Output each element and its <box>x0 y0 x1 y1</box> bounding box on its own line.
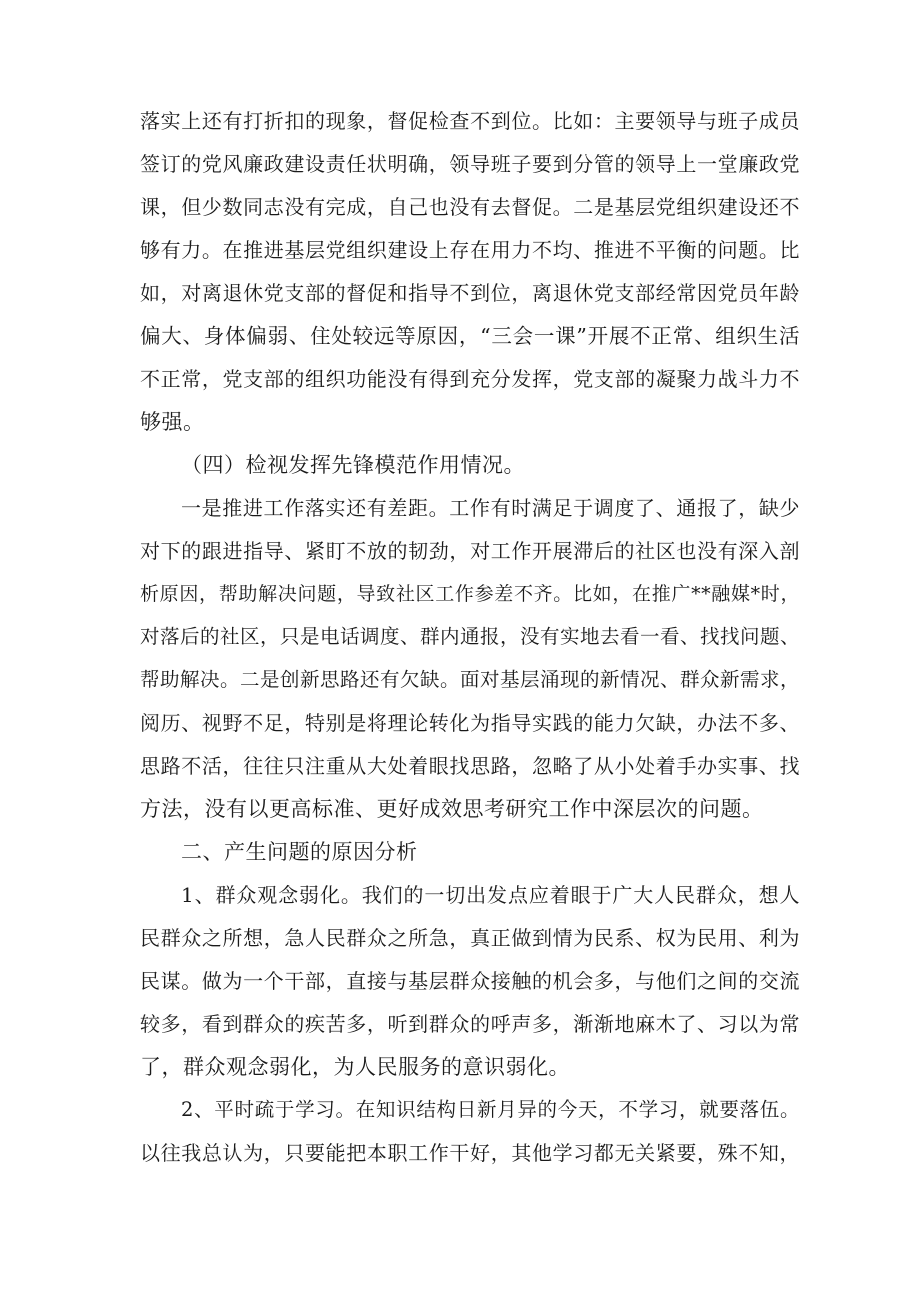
text-line-17: 方法，没有以更高标准、更好成效思考研究工作中深层次的问题。 <box>140 797 764 821</box>
text-line-7: 不正常，党支部的组织功能没有得到充分发挥，党支部的凝聚力战斗力不 <box>140 367 800 391</box>
text-line-1: 落实上还有打折扣的现象，督促检查不到位。比如：主要领导与班子成员 <box>140 109 800 133</box>
text-line-16: 思路不活，往往只注重从大处着眼找思路，忽略了从小处着手办实事、找 <box>140 754 800 778</box>
text-line-23: 了，群众观念弱化，为人民服务的意识弱化。 <box>140 1055 570 1079</box>
text-line-8: 够强。 <box>140 410 205 434</box>
text-line-5: 如，对离退休党支部的督促和指导不到位，离退休党支部经常因党员年龄 <box>140 281 800 305</box>
text-line-2: 签订的党风廉政建设责任状明确，领导班子要到分管的领导上一堂廉政党 <box>140 152 800 176</box>
text-line-19: 1、群众观念弱化。我们的一切出发点应着眼于广大人民群众，想人 <box>181 883 800 907</box>
text-line-6: 偏大、身体偏弱、住处较远等原因，“三会一课”开展不正常、组织生活 <box>140 324 800 348</box>
text-line-21: 民谋。做为一个干部，直接与基层群众接触的机会多，与他们之间的交流 <box>140 969 800 993</box>
text-line-14: 帮助解决。二是创新思路还有欠缺。面对基层涌现的新情况、群众新需求， <box>140 668 801 691</box>
text-line-13: 对落后的社区，只是电话调度、群内通报，没有实地去看一看、找找问题、 <box>140 625 801 648</box>
text-line-4: 够有力。在推进基层党组织建设上存在用力不均、推进不平衡的问题。比 <box>140 238 800 262</box>
section-heading-2: 二、产生问题的原因分析 <box>181 840 418 864</box>
section-heading-4: （四）检视发挥先锋模范作用情况。 <box>181 453 525 477</box>
text-line-22: 较多，看到群众的疾苦多，听到群众的呼声多，渐渐地麻木了、习以为常 <box>140 1012 800 1036</box>
text-line-3: 课，但少数同志没有完成，自己也没有去督促。二是基层党组织建设还不 <box>140 195 800 219</box>
text-line-24: 2、平时疏于学习。在知识结构日新月异的今天，不学习，就要落伍。 <box>181 1098 800 1121</box>
text-line-20: 民群众之所想，急人民群众之所急，真正做到情为民系、权为民用、利为 <box>140 926 800 950</box>
text-line-11: 对下的跟进指导、紧盯不放的韧劲，对工作开展滞后的社区也没有深入剖 <box>140 539 800 563</box>
text-line-10: 一是推进工作落实还有差距。工作有时满足于调度了、通报了，缺少 <box>181 496 800 520</box>
text-line-15: 阅历、视野不足，特别是将理论转化为指导实践的能力欠缺，办法不多、 <box>140 711 800 735</box>
text-line-25: 以往我总认为，只要能把本职工作干好，其他学习都无关紧要，殊不知， <box>140 1141 800 1165</box>
text-line-12: 析原因，帮助解决问题，导致社区工作参差不齐。比如，在推广**融媒*时， <box>140 583 800 605</box>
